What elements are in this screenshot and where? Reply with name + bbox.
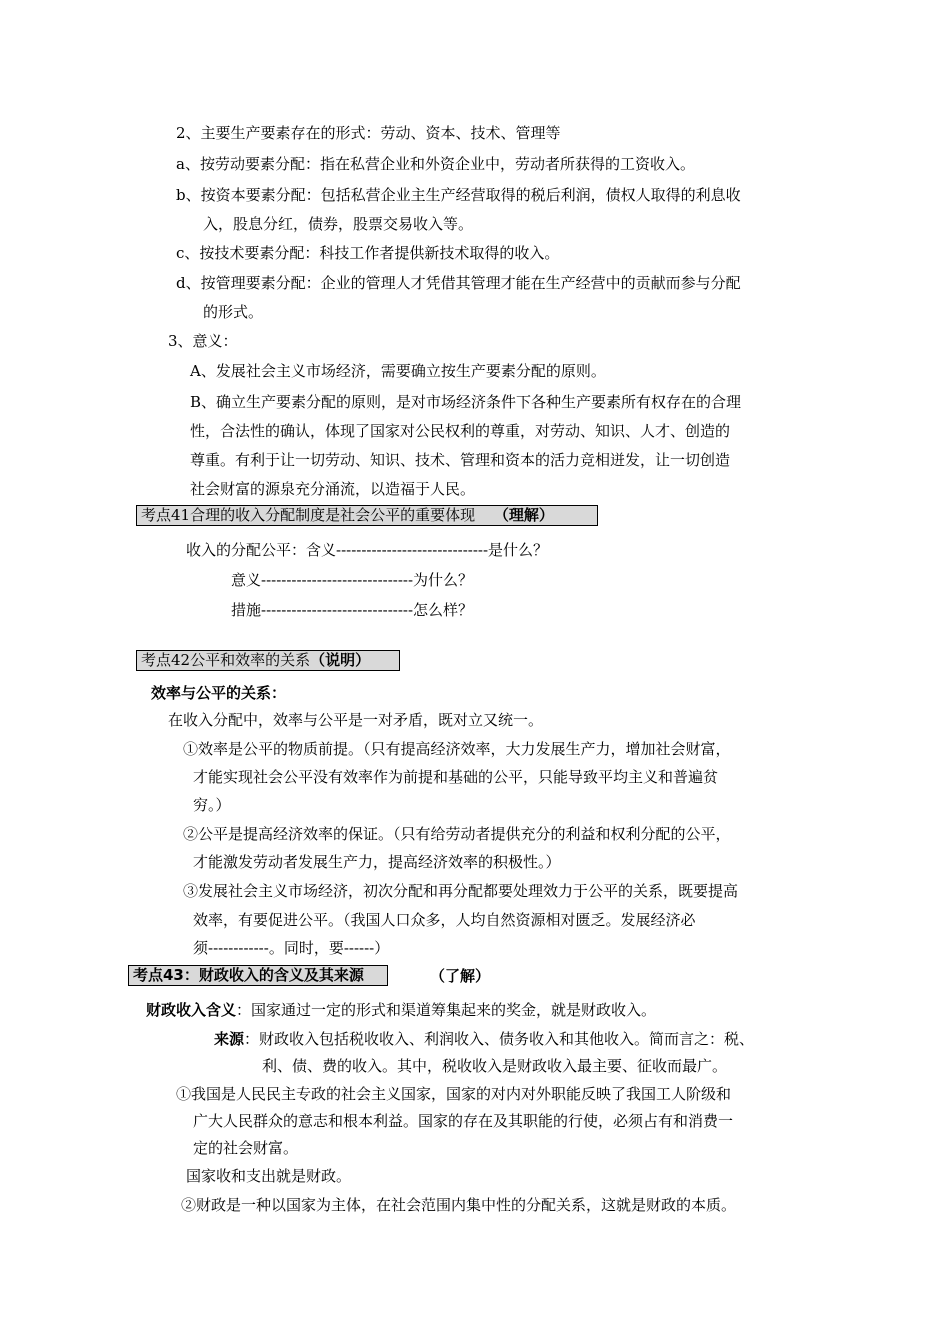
meaning-a-text: A、发展社会主义市场经济，需要确立按生产要素分配的原则。 (190, 362, 606, 380)
kaodian-43-point-1-line-3: 定的社会财富。 (193, 1139, 299, 1157)
revenue-definition (146, 1000, 656, 1020)
kaodian-41-title: 考点41合理的收入分配制度是社会公平的重要体现 (141, 506, 476, 524)
kaodian-43-point-1-line-1: ①我国是人民民主专政的社会主义国家，国家的对内对外职能反映了我国工人阶级和 (176, 1085, 732, 1103)
kaodian-43-title-box (128, 965, 388, 986)
kaodian-42-intro: 在收入分配中，效率与公平是一对矛盾，既对立又统一。 (168, 711, 544, 729)
meaning-b-text-3: 尊重。有利于让一切劳动、知识、技术、管理和资本的活力竞相迸发，让一切创造 (190, 451, 731, 469)
kaodian-43-point-1-line-2: 广大人民群众的意志和根本利益。国家的存在及其职能的行使，必须占有和消费一 (193, 1112, 734, 1130)
item-b-text-1: b、按资本要素分配：包括私营企业主生产经营取得的税后利润，债权人取得的利息收 (176, 186, 741, 204)
revenue-definition-label: 财政收入含义 (146, 1001, 237, 1019)
kaodian-42-title-box (136, 650, 400, 671)
kaodian-42-point-1-line-2: 才能实现社会公平没有效率作为前提和基础的公平，只能导致平均主义和普遍贫 (193, 768, 719, 786)
kaodian-41-line-2: 意义------------------------------为什么？ (231, 571, 474, 589)
kaodian-41-level: （理解） (493, 506, 554, 524)
revenue-source-text-1: ：财政收入包括税收收入、利润收入、债务收入和其他收入。简而言之：税、 (244, 1030, 755, 1048)
revenue-definition-text: ：国家通过一定的形式和渠道筹集起来的奖金，就是财政收入。 (236, 1001, 657, 1019)
revenue-source-text-2: 利、债、费的收入。其中，税收收入是财政收入最主要、征收而最广。 (262, 1057, 728, 1075)
kaodian-41-line-1: 收入的分配公平：含义------------------------------是什么？ (186, 541, 549, 559)
item-d-text-1: d、按管理要素分配：企业的管理人才凭借其管理才能在生产经营中的贡献而参与分配 (176, 274, 741, 292)
kaodian-42-heading: 效率与公平的关系： (151, 684, 287, 702)
kaodian-42-point-3-line-2: 效率，有要促进公平。（我国人口众多，人均自然资源相对匮乏。发展经济必 (193, 911, 696, 929)
item-2-text: 2、主要生产要素存在的形式：劳动、资本、技术、管理等 (176, 124, 561, 142)
kaodian-43-level: （了解） (430, 967, 491, 985)
meaning-b-text-1: B、确立生产要素分配的原则，是对市场经济条件下各种生产要素所有权存在的合理 (190, 393, 742, 411)
kaodian-42-point-2-line-2: 才能激发劳动者发展生产力，提高经济效率的积极性。） (193, 853, 561, 871)
revenue-source (214, 1029, 754, 1049)
kaodian-42-level: （说明） (310, 651, 371, 669)
item-a-text: a、按劳动要素分配：指在私营企业和外资企业中，劳动者所获得的工资收入。 (176, 155, 695, 173)
kaodian-43-point-2: ②财政是一种以国家为主体，在社会范围内集中性的分配关系，这就是财政的本质。 (181, 1196, 737, 1214)
kaodian-42-point-3-line-1: ③发展社会主义市场经济，初次分配和再分配都要处理效力于公平的关系，既要提高 (183, 882, 739, 900)
kaodian-41-title-box (136, 505, 598, 526)
kaodian-42-point-3-line-3: 须------------。同时，要------） (193, 939, 390, 957)
kaodian-43-middle-line: 国家收和支出就是财政。 (186, 1167, 352, 1185)
meaning-b-text-4: 社会财富的源泉充分涌流，以造福于人民。 (190, 480, 476, 498)
kaodian-42-point-1-line-3: 穷。） (193, 796, 231, 814)
item-3-heading: 3、意义： (168, 332, 238, 350)
item-d-text-2: 的形式。 (203, 303, 264, 321)
kaodian-41-line-3: 措施------------------------------怎么样？ (231, 601, 474, 619)
kaodian-42-point-1-line-1: ①效率是公平的物质前提。（只有提高经济效率，大力发展生产力，增加社会财富， (183, 740, 731, 758)
kaodian-42-point-2-line-1: ②公平是提高经济效率的保证。（只有给劳动者提供充分的利益和权利分配的公平， (183, 825, 731, 843)
revenue-source-label: 来源 (214, 1030, 245, 1048)
item-b-text-2: 入，股息分红，债券，股票交易收入等。 (203, 215, 474, 233)
meaning-b-text-2: 性，合法性的确认，体现了国家对公民权利的尊重，对劳动、知识、人才、创造的 (190, 422, 731, 440)
kaodian-43-title: 考点43：财政收入的含义及其来源 (133, 966, 364, 984)
kaodian-42-title: 考点42公平和效率的关系 (141, 651, 311, 669)
item-c-text: c、按技术要素分配：科技工作者提供新技术取得的收入。 (176, 244, 560, 262)
